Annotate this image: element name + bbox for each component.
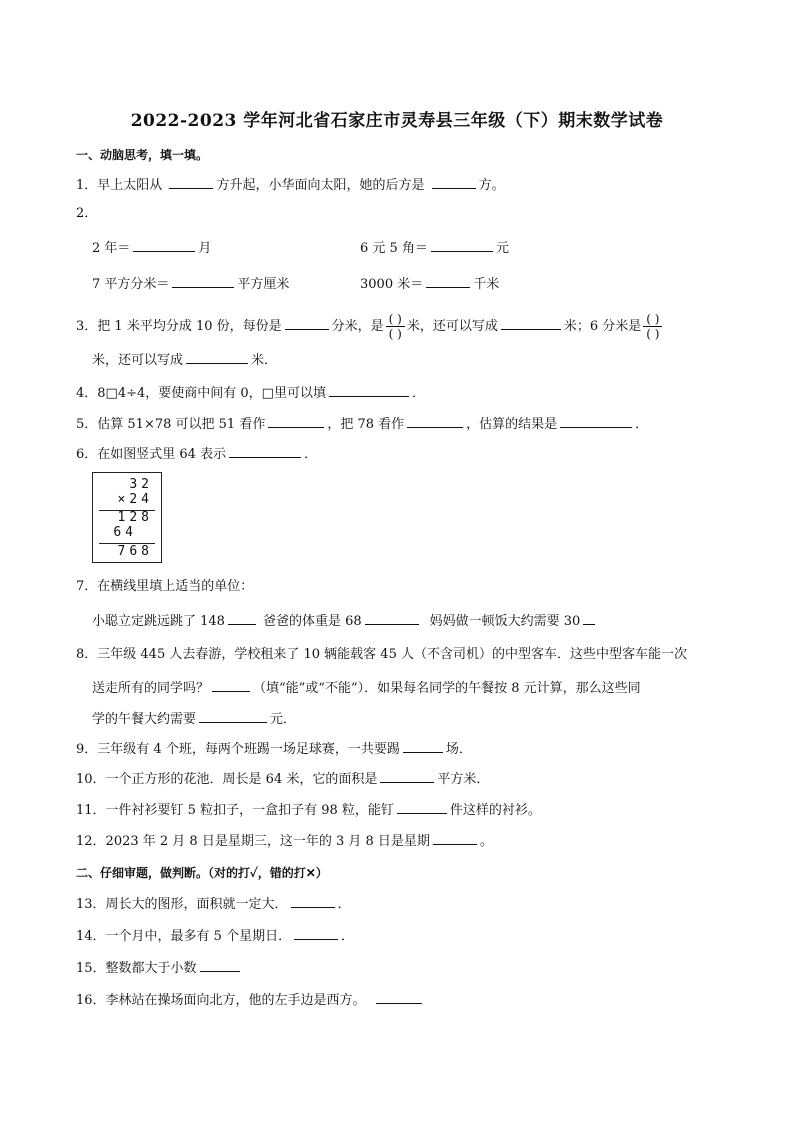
question-text: ．: [411, 386, 425, 401]
answer-blank[interactable]: [133, 238, 195, 252]
partial-product-2: 64: [113, 525, 137, 540]
question-4: [76, 383, 425, 403]
question-text: 把 1 米平均分成 10 份，每份是: [97, 319, 282, 334]
question-text: 一件衬衫要钉 5 粒扣子，一盒扣子有 98 粒，能钉: [105, 803, 394, 818]
question-13: [76, 894, 351, 914]
answer-blank[interactable]: [172, 274, 234, 288]
question-text: 8□4÷4，要使商中间有 0，□里可以填: [97, 386, 326, 401]
answer-blank[interactable]: [199, 709, 267, 723]
question-text: 。: [479, 834, 493, 849]
question-number: 14．: [76, 929, 106, 944]
question-12: [76, 831, 493, 851]
answer-blank[interactable]: [376, 990, 422, 1004]
question-text: 学的午餐大约需要: [92, 712, 197, 727]
question-text: 整数都大于小数: [105, 961, 197, 976]
question-text: 在如图竖式里 64 表示: [97, 447, 227, 462]
answer-blank[interactable]: [186, 350, 248, 364]
question-text: 三年级 445 人去春游，学校租来了 10 辆能载客 45 人（不含司机）的中型客车．这些中型客车能一次: [97, 647, 687, 662]
answer-blank[interactable]: [380, 769, 434, 783]
question-text: 米，还可以写成: [406, 319, 498, 334]
question-5: [76, 414, 648, 434]
answer-blank[interactable]: [329, 383, 409, 397]
question-7-items: [92, 611, 598, 631]
question-text: 送走所有的同学吗？: [92, 681, 210, 696]
answer-blank[interactable]: [403, 739, 443, 753]
answer-blank[interactable]: [433, 831, 477, 845]
question-text: 妈妈做一顿饭大约需要 30: [429, 614, 581, 629]
question-1: [76, 175, 505, 195]
fraction-blank[interactable]: $\frac{( )}{( )}$: [643, 312, 662, 341]
answer-blank[interactable]: [169, 175, 213, 189]
answer-blank[interactable]: [285, 316, 329, 330]
question-number: 7．: [76, 579, 98, 594]
question-text: 千米: [473, 277, 500, 292]
question-8-line-1: [76, 646, 687, 664]
question-2-row-1-right: [360, 238, 509, 258]
question-2-row-1-left: [92, 238, 211, 258]
question-16: [76, 990, 425, 1010]
question-8-line-2: [92, 678, 641, 698]
question-number: 10．: [76, 772, 106, 787]
answer-blank[interactable]: [431, 238, 493, 252]
question-8-line-3: [92, 709, 296, 729]
question-number: 9．: [76, 742, 98, 757]
question-text: 一个月中，最多有 5 个星期日．: [105, 929, 292, 944]
question-text: 6 元 5 角＝: [360, 241, 428, 256]
question-text: （填“能”或“不能”）．如果每名同学的午餐按 8 元计算，那么这些同: [253, 681, 641, 696]
answer-blank[interactable]: [501, 316, 561, 330]
question-11: [76, 800, 541, 820]
question-2-row-2-right: [360, 274, 499, 294]
question-text: 小聪立定跳远跳了 148: [92, 614, 225, 629]
question-9: [76, 739, 472, 759]
question-text: 分米，是: [331, 319, 384, 334]
question-number: 4．: [76, 386, 98, 401]
question-number: 15．: [76, 961, 106, 976]
question-6: [76, 444, 317, 464]
question-text: 元: [495, 241, 509, 256]
answer-blank[interactable]: [426, 274, 470, 288]
question-text: 3000 米＝: [360, 277, 424, 292]
answer-blank[interactable]: [229, 444, 301, 458]
question-text: ．: [337, 897, 351, 912]
answer-blank[interactable]: [407, 414, 463, 428]
question-number: 11．: [76, 803, 106, 818]
question-number: 12．: [76, 834, 106, 849]
question-number: 16．: [76, 993, 106, 1008]
question-text: 一个正方形的花池．周长是 64 米，它的面积是: [105, 772, 378, 787]
section-2-heading: 二、仔细审题，做判断。（对的打✓，错的打✕）: [76, 866, 328, 880]
question-text: 方。: [478, 178, 505, 193]
section-1-heading: 一、动脑思考，填一填。: [76, 148, 209, 162]
product: 768: [117, 544, 153, 559]
question-7: [76, 578, 253, 596]
question-text: 2023 年 2 月 8 日是星期三，这一年的 3 月 8 日是星期: [105, 834, 430, 849]
question-number: 13．: [76, 897, 106, 912]
question-text: ．: [304, 447, 318, 462]
answer-blank[interactable]: [294, 926, 338, 940]
answer-blank[interactable]: [268, 414, 324, 428]
question-text: 方升起，小华面向太阳，她的后方是: [216, 178, 425, 193]
question-text: ．: [341, 929, 355, 944]
question-text: 在横线里填上适当的单位：: [97, 579, 254, 594]
partial-product-1: 128: [117, 510, 153, 525]
question-text: 件这样的衬衫。: [449, 803, 541, 818]
question-2-number: 2．: [76, 206, 98, 221]
answer-blank[interactable]: [291, 894, 335, 908]
question-2-row-2-left: [92, 274, 289, 294]
answer-blank[interactable]: [397, 800, 447, 814]
question-number: 5．: [76, 417, 98, 432]
multiplicand: 32: [129, 477, 153, 492]
question-text: 元．: [270, 712, 297, 727]
question-text: 米；6 分米是: [563, 319, 642, 334]
answer-blank[interactable]: [432, 175, 476, 189]
answer-blank[interactable]: [365, 611, 419, 625]
page-title: 2022-2023 学年河北省石家庄市灵寿县三年级（下）期末数学试卷: [130, 111, 664, 131]
question-text: 周长大的图形，面积就一定大．: [105, 897, 288, 912]
answer-blank[interactable]: [583, 611, 595, 625]
fraction-blank[interactable]: $\frac{( )}{( )}$: [386, 312, 405, 341]
question-text: 米．: [251, 353, 278, 368]
question-text: 早上太阳从: [97, 178, 163, 193]
question-text: 米，还可以写成: [92, 353, 184, 368]
question-text: 李林站在操场面向北方，他的左手边是西方。: [105, 993, 366, 1008]
question-3-line-1: [76, 312, 664, 341]
answer-blank[interactable]: [200, 958, 240, 972]
question-text: 平方米．: [437, 772, 490, 787]
question-15: [76, 958, 243, 978]
question-text: 三年级有 4 个班，每两个班踢一场足球赛，一共要踢: [97, 742, 400, 757]
question-text: 场．: [445, 742, 472, 757]
answer-blank[interactable]: [228, 611, 256, 625]
question-14: [76, 926, 354, 946]
question-number: 1．: [76, 178, 98, 193]
question-number: 8．: [76, 647, 98, 662]
question-text: 平方厘米: [237, 277, 290, 292]
question-3-line-2: [92, 350, 277, 370]
question-number: 3．: [76, 319, 98, 334]
question-text: 月: [198, 241, 212, 256]
answer-blank[interactable]: [212, 678, 250, 692]
question-text: 7 平方分米＝: [92, 277, 170, 292]
question-text: 爸爸的体重是 68: [262, 614, 362, 629]
multiplier: ×24: [117, 492, 153, 507]
question-text: ，把 78 看作: [327, 417, 405, 432]
question-text: 2 年＝: [92, 241, 131, 256]
question-number: 6．: [76, 447, 98, 462]
question-text: ．: [635, 417, 649, 432]
question-10: [76, 769, 489, 789]
answer-blank[interactable]: [560, 414, 632, 428]
vertical-multiplication-figure: [92, 472, 162, 563]
question-text: ，估算的结果是: [466, 417, 558, 432]
question-text: 估算 51×78 可以把 51 看作: [97, 417, 266, 432]
